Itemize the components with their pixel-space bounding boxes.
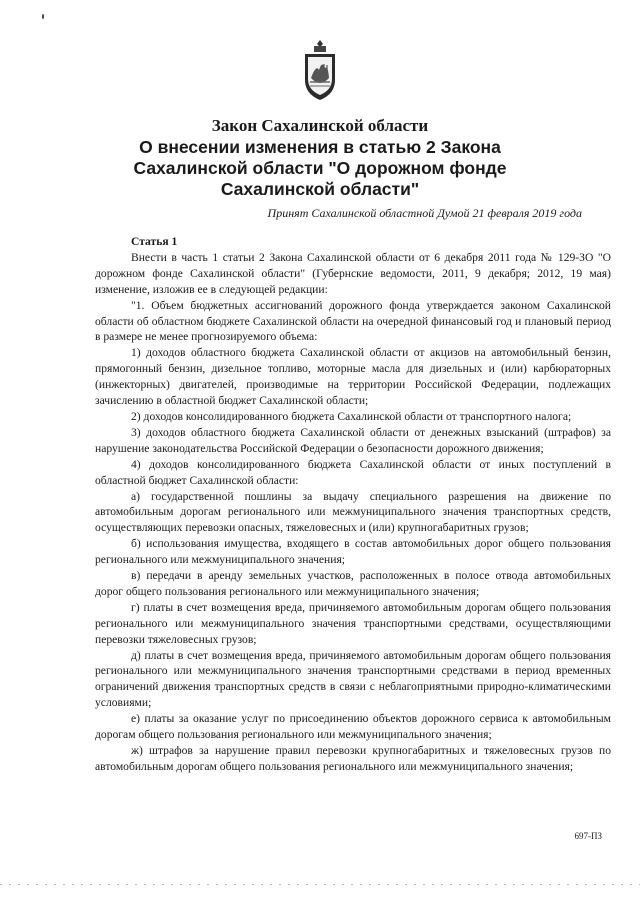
paragraph: Внести в часть 1 статьи 2 Закона Сахалинской области от 6 декабря 2011 года № 129-ЗО "О дорожном фонде Сахалинской области" (Губернские ведомости, 2011, 9 декабря; 2012, 19 мая) изменение, изложив ее в следующей редакции:	[95, 250, 611, 296]
title-line-4: Сахалинской области"	[220, 179, 420, 199]
scan-edge-noise	[0, 884, 640, 885]
law-title	[100, 115, 540, 200]
paragraph: е) платы за оказание услуг по присоединению объектов дорожного сервиса к автомобильным дорогам общего пользования регионального или межмуниципального значения;	[95, 712, 611, 742]
title-line-1: Закон Сахалинской области	[211, 116, 429, 135]
paragraph: 2) доходов консолидированного бюджета Сахалинской области от транспортного налога;	[131, 409, 572, 423]
paragraph: 1) доходов областного бюджета Сахалинской области от акцизов на автомобильный бензин, прямогонный бензин, дизельное топливо, моторные масла для дизельных и (или) карбюраторных (инжекторных) двигателей, производимые на территории Российской Федерации, подлежащих зачислению в областной бюджет Сахалинской области;	[95, 346, 611, 408]
coat-of-arms-emblem	[300, 38, 340, 102]
title-line-2: О внесении изменения в статью 2 Закона	[139, 137, 501, 157]
title-line-3: Сахалинской области "О дорожном фонде	[133, 158, 507, 178]
document-code: 697-ПЗ	[574, 831, 602, 841]
paragraph: б) использования имущества, входящего в состав автомобильных дорог общего пользования регионального или межмуниципального значения;	[95, 537, 611, 567]
paragraph: 4) доходов консолидированного бюджета Сахалинской области от иных поступлений в областной бюджет Сахалинской области:	[95, 457, 611, 487]
law-body	[95, 234, 611, 775]
paragraph: в) передачи в аренду земельных участков, расположенных в полосе отвода автомобильных дорог общего пользования регионального или межмуниципального значения;	[95, 569, 611, 598]
scan-speck	[42, 14, 44, 19]
paragraph: а) государственной пошлины за выдачу специального разрешения на движение по автомобильным дорогам регионального или межмуниципального значения транспортных средств, осуществляющих перевозки опасных, тяжеловесных и (или) крупногабаритных грузов;	[95, 489, 611, 535]
paragraph: г) платы в счет возмещения вреда, причиняемого автомобильным дорогам общего пользования регионального или межмуниципального значения транспортными средствами, осуществляющими перевозки тяжеловесных грузов;	[95, 600, 611, 646]
paragraph: д) платы в счет возмещения вреда, причиняемого автомобильным дорогам общего пользования регионального или межмуниципального значения транспортными средствами в период временных ограничений движения транспортных средств в связи с неблагоприятными природно-климатическими условиями;	[95, 648, 611, 710]
article-heading: Статья 1	[131, 235, 178, 248]
paragraph: ж) штрафов за нарушение правил перевозки крупногабаритных и тяжеловесных грузов по автомобильным дорогам общего пользования регионального или межмуниципального значения;	[95, 744, 611, 773]
paragraph: "1. Объем бюджетных ассигнований дорожного фонда утверждается законом Сахалинской области об областном бюджете Сахалинской области на очередной финансовый год и плановый период в размере не менее прогнозируемого объема:	[95, 298, 611, 344]
paragraph: 3) доходов областного бюджета Сахалинской области от денежных взысканий (штрафов) за нарушение законодательства Российской Федерации о безопасности дорожного движения;	[95, 425, 611, 455]
adoption-note: Принят Сахалинской областной Думой 21 февраля 2019 года	[267, 206, 582, 220]
